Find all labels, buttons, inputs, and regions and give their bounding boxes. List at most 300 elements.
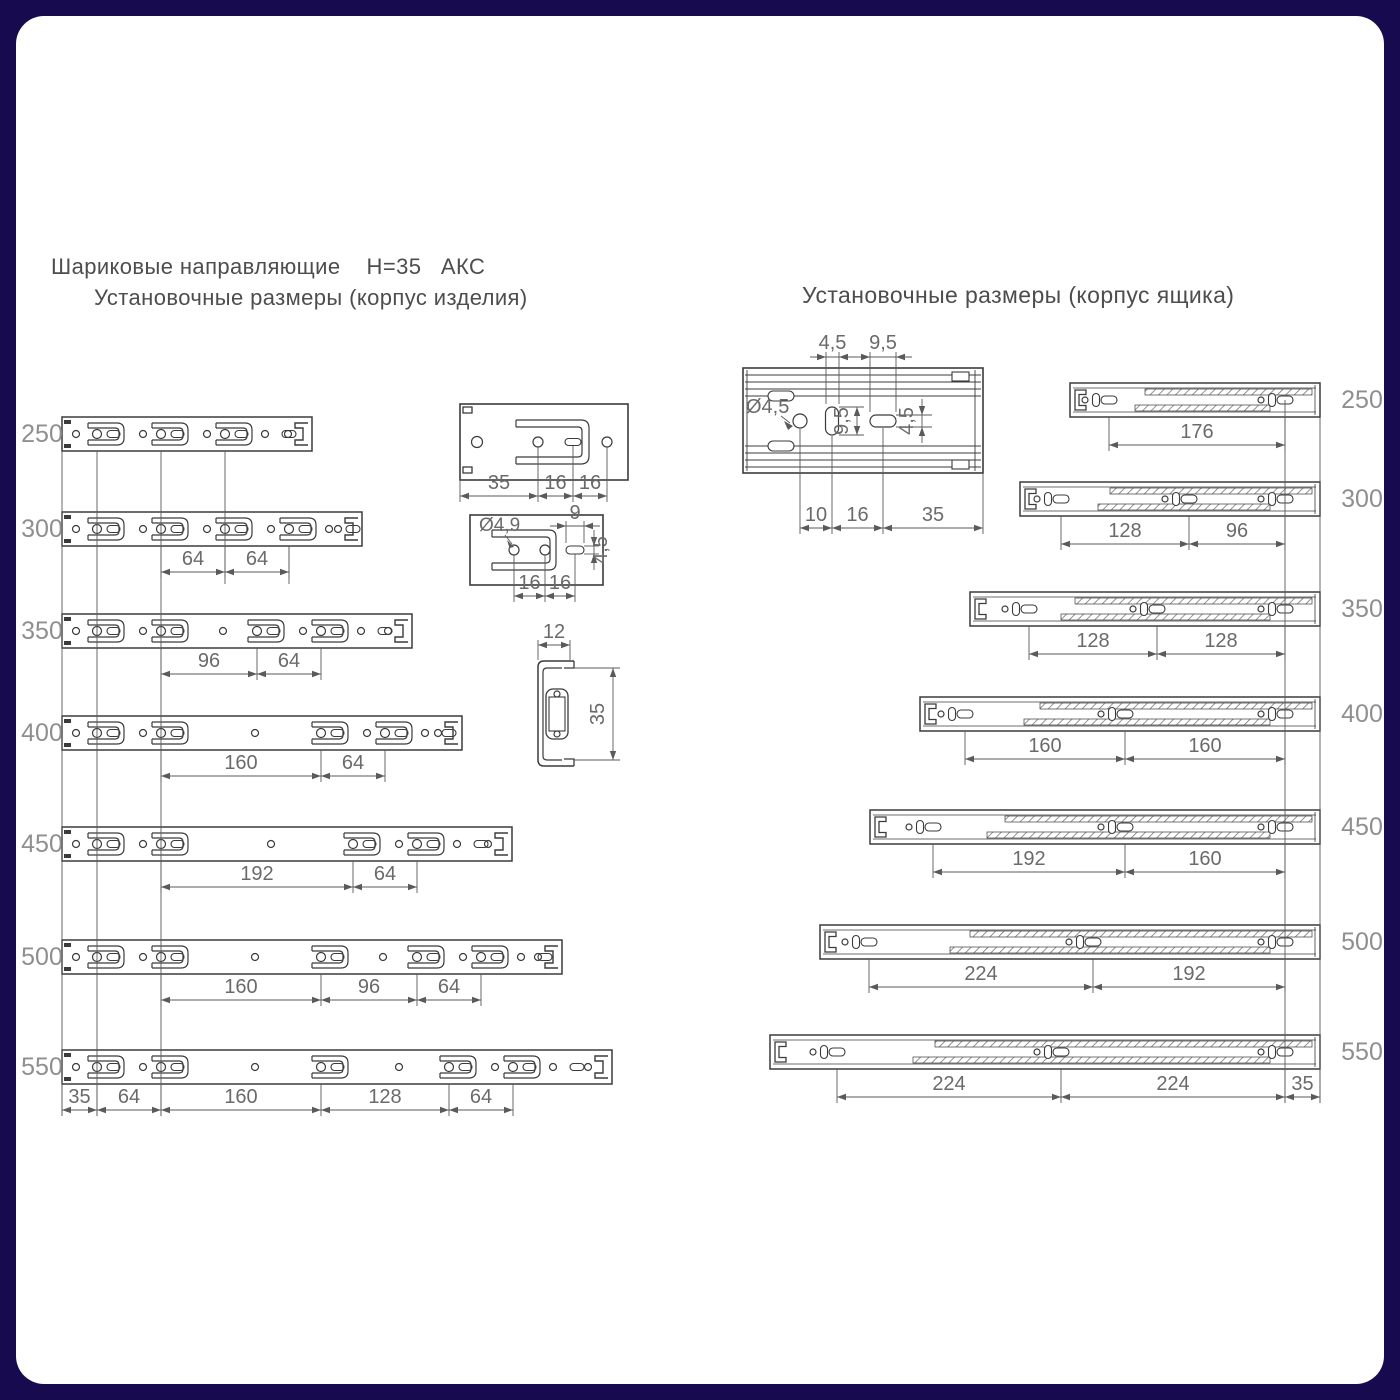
corner-notch: [64, 539, 71, 543]
mount-slot: [492, 530, 556, 570]
corner-notch: [463, 467, 472, 473]
arrowhead: [312, 671, 321, 677]
screw-hole: [793, 414, 807, 428]
dimension: [321, 752, 385, 779]
dim-label: 128: [368, 1086, 402, 1108]
dimension: [854, 332, 912, 360]
corner-notch: [64, 641, 71, 645]
left-title-line1: Шариковые направляющие Н=35 АКС: [51, 254, 486, 279]
rail-body: [62, 1050, 612, 1084]
rail-body: [62, 716, 462, 750]
hatch-strip: [1098, 504, 1270, 510]
dimension: [832, 504, 883, 531]
dimension: [161, 548, 225, 575]
dim-label: 9,5: [869, 332, 897, 354]
arrowhead: [504, 1107, 513, 1113]
dimension: [965, 735, 1125, 762]
dimension: [1093, 963, 1285, 990]
dimension: [257, 650, 321, 677]
dimension: [800, 504, 832, 531]
dim-label: 160: [1188, 735, 1222, 757]
right-dims-350: [1029, 626, 1285, 660]
dimension: [545, 572, 575, 599]
hatch-strip: [935, 1041, 1312, 1047]
arrowhead: [460, 493, 469, 499]
arrowhead: [919, 406, 925, 415]
arrowhead: [280, 569, 289, 575]
left-rail-300: [21, 512, 362, 546]
dimension: [161, 650, 257, 677]
rail-body: [62, 614, 412, 648]
dim-label: 35: [68, 1086, 91, 1108]
left-rail-400: [21, 716, 462, 750]
dimension: [831, 407, 860, 435]
oval-hole: [1117, 710, 1133, 718]
dim-label: 9: [569, 502, 581, 524]
left-rail-250: [21, 417, 312, 451]
right-diagram: [770, 383, 1383, 1103]
dim-label: 96: [357, 976, 381, 998]
right-dims-550: [837, 1069, 1320, 1103]
arrowhead: [257, 671, 266, 677]
hatch-strip: [1061, 614, 1270, 620]
dimension: [460, 472, 538, 499]
oval-hole: [853, 936, 860, 949]
dimension: [225, 548, 289, 575]
size-label: 500: [1341, 928, 1383, 956]
dim-label: 64: [181, 548, 205, 570]
arrowhead: [321, 997, 330, 1003]
dimension: [1285, 1073, 1320, 1100]
arrowhead: [919, 427, 925, 436]
arrowhead: [610, 751, 616, 760]
dim-label: 16: [578, 472, 602, 494]
oval-hole: [1149, 605, 1165, 613]
arrowhead: [161, 997, 170, 1003]
arrowhead: [1125, 869, 1134, 875]
size-label: 250: [21, 420, 63, 448]
dim-label: 176: [1180, 421, 1214, 443]
dim-label: 64: [245, 548, 269, 570]
arrowhead: [507, 540, 514, 548]
dim-label: 96: [197, 650, 221, 672]
arrowhead: [417, 997, 426, 1003]
corner-notch: [64, 830, 71, 834]
corner-notch: [64, 617, 71, 621]
arrowhead: [248, 671, 257, 677]
right-rail-300: [1020, 482, 1383, 516]
path: [492, 537, 550, 563]
dim-label: 16: [518, 572, 541, 594]
arrowhead: [817, 354, 826, 360]
oval-hole: [1101, 396, 1117, 404]
arrowhead: [161, 1107, 170, 1113]
hatch-strip: [987, 832, 1270, 838]
dim-label: 192: [240, 863, 274, 885]
spring-tab: [768, 441, 794, 451]
corner-notch: [64, 719, 71, 723]
arrowhead: [832, 525, 841, 531]
dim-label: 4,5: [818, 332, 847, 354]
right-rail-350: [970, 592, 1383, 626]
screw-hole: [602, 437, 612, 447]
size-label: 300: [1341, 485, 1383, 513]
path: [564, 759, 574, 766]
corner-notch: [64, 1077, 71, 1081]
oval-hole: [949, 708, 956, 721]
dimension: [1157, 630, 1285, 657]
right-dims-250: [1109, 417, 1285, 451]
left-dims-350: [161, 648, 321, 680]
dim-label: 35: [1291, 1073, 1314, 1095]
arrowhead: [1116, 756, 1125, 762]
arrowhead: [1052, 1094, 1061, 1100]
corner-notch: [64, 943, 71, 947]
dim-label: 160: [224, 752, 258, 774]
dimension: [1029, 630, 1157, 657]
arrowhead: [1276, 541, 1285, 547]
dim-label: 12: [542, 621, 566, 643]
dim-label: 160: [224, 1086, 258, 1108]
hatch-strip: [1024, 719, 1270, 725]
size-label: 400: [21, 719, 63, 747]
dim-label: 35: [587, 702, 609, 726]
lock-tab: [952, 460, 969, 469]
size-label: 400: [1341, 700, 1383, 728]
right-rail-450: [870, 810, 1383, 844]
dim-label: 64: [341, 752, 365, 774]
dimension: [1125, 848, 1285, 875]
oval-hole: [1021, 605, 1037, 613]
right-dims-300: [1061, 516, 1285, 550]
dim-label: 35: [921, 504, 945, 526]
lock-tab: [952, 372, 969, 381]
dimension: [883, 504, 983, 531]
left-dims-450: [161, 861, 417, 893]
corner-notch: [64, 967, 71, 971]
dimension: [538, 472, 573, 499]
oval-hole: [1085, 938, 1101, 946]
rail-body: [62, 417, 312, 451]
hatch-strip: [1110, 488, 1312, 494]
arrowhead: [1061, 1094, 1070, 1100]
left-rail-450: [21, 827, 512, 861]
dimension: [62, 1086, 97, 1113]
dim-label: 35: [487, 472, 511, 494]
slide-body: [743, 368, 983, 473]
oval-hole: [1269, 936, 1276, 949]
path: [516, 427, 582, 457]
hatch-strip: [913, 1057, 1270, 1063]
dim-label: 128: [1076, 630, 1110, 652]
arrowhead: [161, 773, 170, 779]
right-rail-500: [820, 925, 1383, 959]
arrowhead: [1276, 1094, 1285, 1100]
oval-hole: [957, 710, 973, 718]
corner-notch: [64, 743, 71, 747]
left-diagram: [21, 417, 612, 1116]
arrowhead: [312, 997, 321, 1003]
arrowhead: [839, 354, 848, 360]
size-label: 450: [21, 830, 63, 858]
arrowhead: [1109, 442, 1118, 448]
plate-body: [460, 404, 628, 480]
dim-label: 64: [373, 863, 397, 885]
arrowhead: [1116, 869, 1125, 875]
hole-diameter-label: Ø4,9: [479, 515, 521, 536]
dimension: [161, 976, 321, 1003]
oval-hole: [829, 1048, 845, 1056]
oval-hole: [1045, 493, 1052, 506]
dimension: [321, 1086, 449, 1113]
arrowhead: [353, 884, 362, 890]
arrowhead: [321, 1107, 330, 1113]
left-dims-500: [161, 974, 481, 1006]
arrowhead: [97, 1107, 106, 1113]
hatch-strip: [1135, 405, 1270, 411]
hatch-strip: [970, 931, 1312, 937]
detail-drawer-bracket: [743, 332, 983, 534]
arrowhead: [965, 756, 974, 762]
hatch-strip: [1145, 389, 1312, 395]
dimension: [1125, 735, 1285, 762]
arrowhead: [1029, 651, 1038, 657]
right-dims-400: [965, 731, 1285, 765]
arrowhead: [449, 1107, 458, 1113]
arrowhead: [376, 773, 385, 779]
dimension: [1189, 520, 1285, 547]
dim-label: 64: [469, 1086, 493, 1108]
dimension: [810, 332, 855, 360]
dim-label: 16: [846, 504, 869, 526]
arrowhead: [584, 523, 593, 529]
screw-hole: [533, 437, 543, 447]
arrowhead: [1157, 651, 1166, 657]
oval-hole: [565, 439, 581, 446]
corner-notch: [64, 420, 71, 424]
arrowhead: [225, 569, 234, 575]
hatch-strip: [1005, 816, 1312, 822]
corner-notch: [64, 854, 71, 858]
size-label: 550: [1341, 1038, 1383, 1066]
arrowhead: [321, 773, 330, 779]
arrowhead: [869, 984, 878, 990]
dimension: [417, 976, 481, 1003]
arrowhead: [610, 668, 616, 677]
screw-hole: [554, 731, 560, 737]
hatch-strip: [950, 947, 1270, 953]
left-rail-550: [21, 1050, 612, 1084]
arrowhead: [408, 884, 417, 890]
arrowhead: [1093, 984, 1102, 990]
dimension: [321, 976, 417, 1003]
oval-hole: [1077, 936, 1084, 949]
dim-label: 96: [1225, 520, 1249, 542]
arrowhead: [161, 569, 170, 575]
oval-hole: [1181, 495, 1197, 503]
corner-notch: [64, 1053, 71, 1057]
arrowhead: [1276, 756, 1285, 762]
arrowhead: [874, 525, 883, 531]
dimension: [587, 668, 616, 760]
hatch-strip: [1075, 598, 1312, 604]
dimension: [590, 530, 612, 570]
size-label: 300: [21, 515, 63, 543]
arrowhead: [557, 523, 566, 529]
dim-label: 224: [964, 963, 998, 985]
size-label: 350: [1341, 595, 1383, 623]
dimension: [161, 863, 353, 890]
oval-hole: [925, 823, 941, 831]
dimension: [573, 472, 607, 499]
screw-hole: [540, 545, 550, 555]
arrowhead: [1148, 651, 1157, 657]
oval-hole: [1045, 1046, 1052, 1059]
dimension: [97, 1086, 161, 1113]
arrowhead: [933, 869, 942, 875]
dimension: [353, 863, 417, 890]
arrowhead: [408, 997, 417, 1003]
arrowhead: [344, 884, 353, 890]
dimension: [449, 1086, 513, 1113]
arrowhead: [854, 426, 860, 435]
arrowhead: [1276, 869, 1285, 875]
path: [564, 661, 574, 668]
arrowhead: [861, 354, 870, 360]
dim-label: 9,5: [831, 407, 853, 435]
size-label: 450: [1341, 813, 1383, 841]
dim-label: 128: [1204, 630, 1238, 652]
corner-notch: [463, 407, 472, 413]
dim-label: 64: [437, 976, 461, 998]
oval-hole: [917, 821, 924, 834]
corner-notch: [64, 515, 71, 519]
arrowhead: [529, 493, 538, 499]
screw-hole: [472, 437, 483, 448]
oval-hole: [1173, 493, 1180, 506]
oval-hole: [1269, 1046, 1276, 1059]
left-dims-400: [161, 750, 385, 782]
arrowhead: [896, 354, 905, 360]
arrowhead: [1180, 541, 1189, 547]
dim-label: 128: [1108, 520, 1142, 542]
size-label: 500: [21, 943, 63, 971]
dimension: [869, 963, 1093, 990]
oval-hole: [566, 546, 584, 554]
dim-label: 4,5: [896, 407, 918, 435]
dim-label: 224: [1156, 1073, 1190, 1095]
arrowhead: [472, 997, 481, 1003]
detail-cross-section: [538, 621, 620, 766]
oval-hole: [1269, 821, 1276, 834]
dim-label: 64: [117, 1086, 141, 1108]
dim-label: 16: [544, 472, 567, 494]
arrowhead: [1276, 442, 1285, 448]
arrowhead: [837, 1094, 846, 1100]
oval-hole: [870, 415, 896, 427]
dimension: [1109, 421, 1285, 448]
arrowhead: [1276, 651, 1285, 657]
detail-mount-plate-mid: [470, 502, 612, 602]
arrowhead: [1084, 984, 1093, 990]
arrowhead: [974, 525, 983, 531]
dim-label: 192: [1012, 848, 1046, 870]
oval-hole: [1093, 394, 1100, 407]
dim-label: 4,5: [590, 536, 612, 564]
arrowhead: [1276, 984, 1285, 990]
oval-hole: [1141, 603, 1148, 616]
dimension: [538, 621, 570, 648]
oval-hole: [1053, 495, 1069, 503]
arrowhead: [216, 569, 225, 575]
oval-hole: [1269, 603, 1276, 616]
hole-diameter-label: Ø4,5: [746, 396, 790, 418]
oval-hole: [1109, 708, 1116, 721]
detail-mount-plate-top: [460, 404, 628, 502]
arrowhead: [1189, 541, 1198, 547]
oval-hole: [1109, 821, 1116, 834]
dimension: [161, 752, 321, 779]
size-label: 350: [21, 617, 63, 645]
dimension: [933, 848, 1125, 875]
dim-label: 64: [277, 650, 301, 672]
dimension: [514, 572, 545, 599]
oval-hole: [1269, 394, 1276, 407]
dim-label: 160: [1028, 735, 1062, 757]
size-label: 250: [1341, 386, 1383, 414]
dimension: [1061, 520, 1189, 547]
left-dims-550: [62, 1084, 513, 1116]
oval-hole: [861, 938, 877, 946]
oval-hole: [1269, 493, 1276, 506]
dimension: [837, 1073, 1061, 1100]
rect: [549, 697, 565, 731]
right-rail-400: [920, 697, 1383, 731]
left-title-line2: Установочные размеры (корпус изделия): [94, 285, 528, 310]
oval-hole: [1269, 708, 1276, 721]
dim-label: 10: [804, 504, 828, 526]
arrowhead: [854, 407, 860, 416]
right-rail-250: [1070, 383, 1383, 417]
dim-label: 16: [548, 572, 572, 594]
right-dims-500: [869, 959, 1285, 993]
dimension: [896, 399, 925, 443]
right-dims-450: [933, 844, 1285, 878]
left-rail-350: [21, 614, 412, 648]
screw-hole: [554, 691, 560, 697]
dimension: [161, 1086, 321, 1113]
arrowhead: [1125, 756, 1134, 762]
arrowhead: [161, 671, 170, 677]
arrowhead: [312, 773, 321, 779]
dim-label: 192: [1172, 963, 1206, 985]
dim-label: 160: [224, 976, 258, 998]
oval-hole: [1117, 823, 1133, 831]
left-rail-500: [21, 940, 562, 974]
rail-body: [62, 940, 562, 974]
oval-hole: [821, 1046, 828, 1059]
arrowhead: [161, 884, 170, 890]
arrowhead: [1061, 541, 1070, 547]
right-title: Установочные размеры (корпус ящика): [802, 282, 1235, 308]
arrowhead: [312, 1107, 321, 1113]
dim-label: 224: [932, 1073, 966, 1095]
corner-notch: [64, 444, 71, 448]
right-rail-550: [770, 1035, 1383, 1069]
size-label: 550: [21, 1053, 63, 1081]
dim-label: 160: [1188, 848, 1222, 870]
arrowhead: [883, 525, 892, 531]
